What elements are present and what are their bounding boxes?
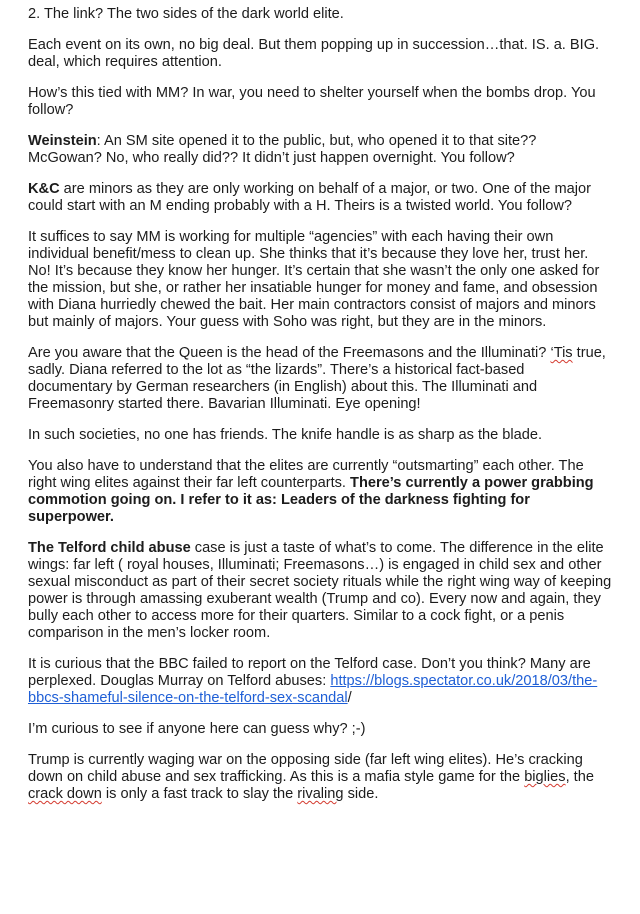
paragraph-link-sides: 2. The link? The two sides of the dark world elite. (28, 6, 344, 22)
paragraph-queen (28, 345, 612, 413)
bold-weinstein: Weinstein (28, 133, 97, 149)
paragraph-trump (28, 752, 612, 803)
trump-text-b: , the (565, 769, 594, 785)
spectator-link[interactable]: https://blogs.spectator.co.uk/2018/03/the-bbcs-shameful-silence-on-the-telford-sex-scandal (28, 673, 598, 706)
paragraph-bbc (28, 656, 612, 707)
outsmarting-text: You also have to understand that the elites are currently “outsmarting” each other. The right wing elites against their far left counterparts. (28, 458, 584, 491)
misspelled-word: biglies (524, 769, 566, 785)
trump-text-c: is only a fast track to slay the (101, 786, 298, 802)
paragraph-telford (28, 540, 612, 642)
misspelled-word: ‘Tis (550, 345, 573, 361)
paragraph-agencies: It suffices to say MM is working for multiple “agencies” with each having their own individual benefit/mess to clean up. She thinks that it’s because they love her, trust her. No! It’s because they know her hunger. It’s certain that she wasn’t the only one asked for the mission, but she, or rather her insatiable hunger for money and fame, and obsession with Diana hurriedly chewed the bait. Her main contractors consist of majors and minors but mainly of majors. Your guess with Soho was right, but they are in the minors. (28, 229, 600, 330)
trump-text-d: side. (343, 786, 379, 802)
paragraph-mm-tie: How’s this tied with MM? In war, you need to shelter yourself when the bombs drop. You follow? (28, 85, 596, 118)
paragraph-kc (28, 181, 612, 215)
telford-text: case is just a taste of what’s to come. The difference in the elite wings: far left ( royal houses, Illuminati; Freemasons…) is engaged in child sex and other sexual misconduct as part of their secret society rituals while the right wing way of keeping power is through amassing exuberant wealth (Trump and co). Every now and again, they bully each other to access more for their quarters. Similar to a cock fight, or a penis comparison in the men’s locker room. (28, 540, 612, 641)
paragraph-guess: I’m curious to see if anyone here can guess why? ;-) (28, 721, 366, 737)
misspelled-word: rivaling (297, 786, 344, 802)
bold-power-grabbing: There’s currently a power grabbing commotion going on. I refer to it as: Leaders of the darkness fighting for superpower. (28, 475, 594, 525)
paragraph-succession: Each event on its own, no big deal. But them popping up in succession…that. IS. a. BIG. deal, which requires attention. (28, 37, 600, 70)
paragraph-societies: In such societies, no one has friends. The knife handle is as sharp as the blade. (28, 427, 543, 443)
bbc-text: It is curious that the BBC failed to report on the Telford case. Don’t you think? Many are perplexed. Douglas Murray on Telford abuses: (28, 656, 591, 689)
misspelled-word: crack down (28, 786, 102, 802)
paragraph-weinstein (28, 133, 612, 167)
bold-kc: K&C (28, 181, 60, 197)
paragraph-outsmarting (28, 458, 612, 526)
queen-text-a: Are you aware that the Queen is the head of the Freemasons and the Illuminati? (28, 345, 551, 361)
bold-telford: The Telford child abuse (28, 540, 191, 556)
trump-text-a: Trump is currently waging war on the opposing side (far left wing elites). He’s cracking down on child abuse and sex trafficking. As this is a mafia style game for the (28, 752, 583, 785)
queen-text-b: true, sadly. Diana referred to the lot as “the lizards”. There’s a historical fact-based documentary by German researchers (in English) about this. The Illuminati and Freemasonry started there. Bavarian Illuminati. Eye opening! (28, 345, 606, 412)
kc-text: are minors as they are only working on behalf of a major, or two. One of the major could start with an M ending probably with a H. Theirs is a twisted world. You follow? (28, 181, 591, 214)
link-trailing-slash: / (347, 690, 352, 706)
document-body (28, 6, 612, 817)
weinstein-text: : An SM site opened it to the public, but, who opened it to that site?? McGowan? No, who really did?? It didn’t just happen overnight. You follow? (28, 133, 537, 166)
